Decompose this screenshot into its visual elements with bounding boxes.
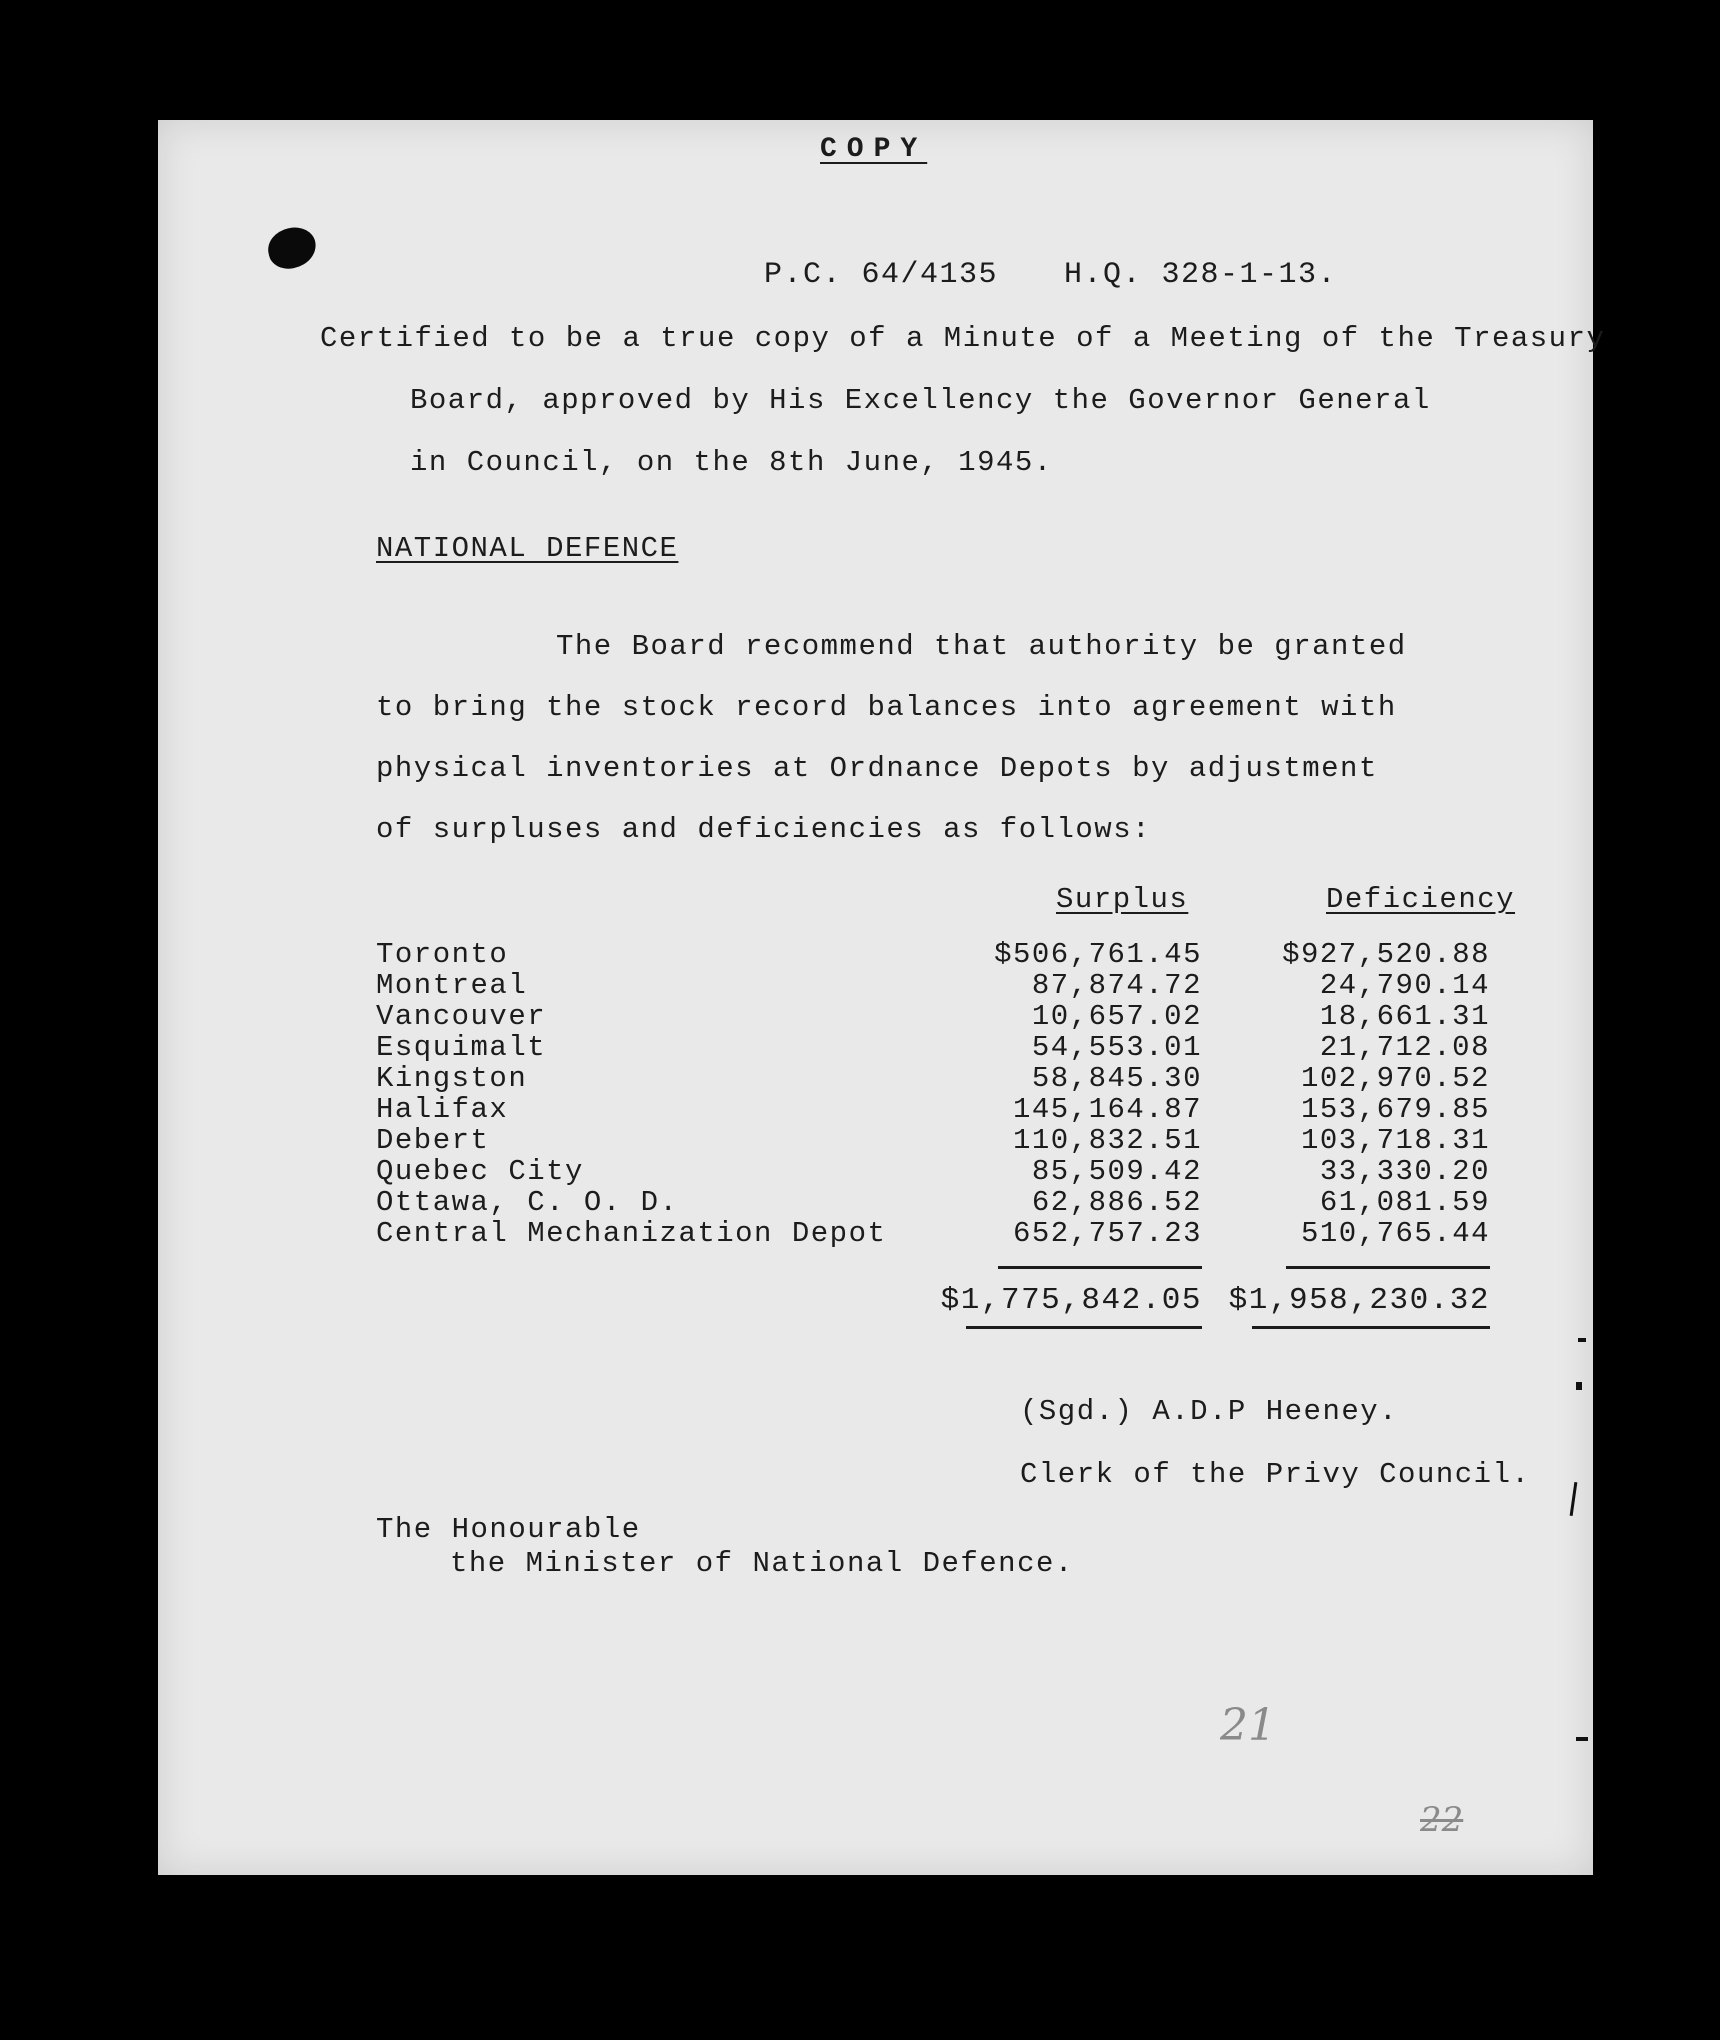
surplus-subtotal-rule	[998, 1266, 1202, 1269]
depot-name: Halifax	[376, 1093, 509, 1126]
body-line-3: physical inventories at Ordnance Depots by adjustment	[376, 752, 1378, 785]
surplus-value: 54,553.01	[1031, 1031, 1202, 1064]
deficiency-value: 153,679.85	[1300, 1093, 1490, 1126]
addressee-line-2: the Minister of National Defence.	[450, 1547, 1074, 1580]
handwritten-struck-number: 22	[1420, 1800, 1464, 1840]
depot-name: Esquimalt	[376, 1031, 547, 1064]
deficiency-total-rule	[1252, 1326, 1490, 1329]
margin-mark	[1576, 1382, 1582, 1390]
surplus-value: 85,509.42	[1031, 1155, 1202, 1188]
surplus-value: 87,874.72	[1031, 969, 1202, 1002]
surplus-total-rule	[966, 1326, 1202, 1329]
depot-name: Central Mechanization Depot	[376, 1217, 887, 1250]
depot-name: Debert	[376, 1124, 490, 1157]
document-page	[158, 120, 1606, 1875]
margin-mark	[1578, 1338, 1586, 1342]
depot-name: Quebec City	[376, 1155, 584, 1188]
deficiency-value: 510,765.44	[1300, 1217, 1490, 1250]
surplus-value: $506,761.45	[994, 938, 1202, 971]
department-heading: NATIONAL DEFENCE	[376, 532, 679, 565]
deficiency-value: 103,718.31	[1300, 1124, 1490, 1157]
copy-heading: COPY	[820, 134, 928, 165]
surplus-value: 58,845.30	[1031, 1062, 1202, 1095]
ink-blot	[264, 223, 319, 272]
margin-mark	[1576, 1737, 1588, 1741]
certification-line-3: in Council, on the 8th June, 1945.	[410, 446, 1053, 479]
addressee-line-1: The Honourable	[376, 1513, 641, 1546]
depot-name: Toronto	[376, 938, 509, 971]
surplus-value: 10,657.02	[1031, 1000, 1202, 1033]
depot-name: Ottawa, C. O. D.	[376, 1186, 679, 1219]
depot-name: Montreal	[376, 969, 528, 1002]
signature-line: (Sgd.) A.D.P Heeney.	[1020, 1395, 1399, 1428]
margin-mark	[1570, 1482, 1578, 1516]
depot-name: Kingston	[376, 1062, 528, 1095]
hq-reference: H.Q. 328-1-13.	[1064, 258, 1338, 292]
signatory-title: Clerk of the Privy Council.	[1020, 1458, 1531, 1491]
certification-line-2: Board, approved by His Excellency the Governor General	[410, 384, 1431, 417]
surplus-value: 110,832.51	[1012, 1124, 1202, 1157]
surplus-value: 145,164.87	[1012, 1093, 1202, 1126]
total-deficiency: $1,958,230.32	[1228, 1283, 1490, 1318]
deficiency-value: 18,661.31	[1319, 1000, 1490, 1033]
deficiency-value: 33,330.20	[1319, 1155, 1490, 1188]
handwritten-page-number: 21	[1220, 1700, 1276, 1751]
deficiency-value: 61,081.59	[1319, 1186, 1490, 1219]
pc-reference: P.C. 64/4135	[764, 258, 999, 292]
surplus-column-header: Surplus	[1056, 883, 1189, 916]
certification-line-1: Certified to be a true copy of a Minute of a Meeting of the Treasury	[320, 322, 1606, 355]
deficiency-column-header: Deficiency	[1326, 883, 1516, 916]
deficiency-value: 102,970.52	[1300, 1062, 1490, 1095]
surplus-value: 62,886.52	[1031, 1186, 1202, 1219]
total-surplus: $1,775,842.05	[940, 1283, 1202, 1318]
body-line-4: of surpluses and deficiencies as follows:	[376, 813, 1152, 846]
deficiency-subtotal-rule	[1286, 1266, 1490, 1269]
body-line-1: The Board recommend that authority be granted	[556, 630, 1407, 663]
deficiency-value: $927,520.88	[1282, 938, 1490, 971]
surplus-value: 652,757.23	[1012, 1217, 1202, 1250]
body-line-2: to bring the stock record balances into agreement with	[376, 691, 1397, 724]
deficiency-value: 24,790.14	[1319, 969, 1490, 1002]
depot-name: Vancouver	[376, 1000, 547, 1033]
deficiency-value: 21,712.08	[1319, 1031, 1490, 1064]
